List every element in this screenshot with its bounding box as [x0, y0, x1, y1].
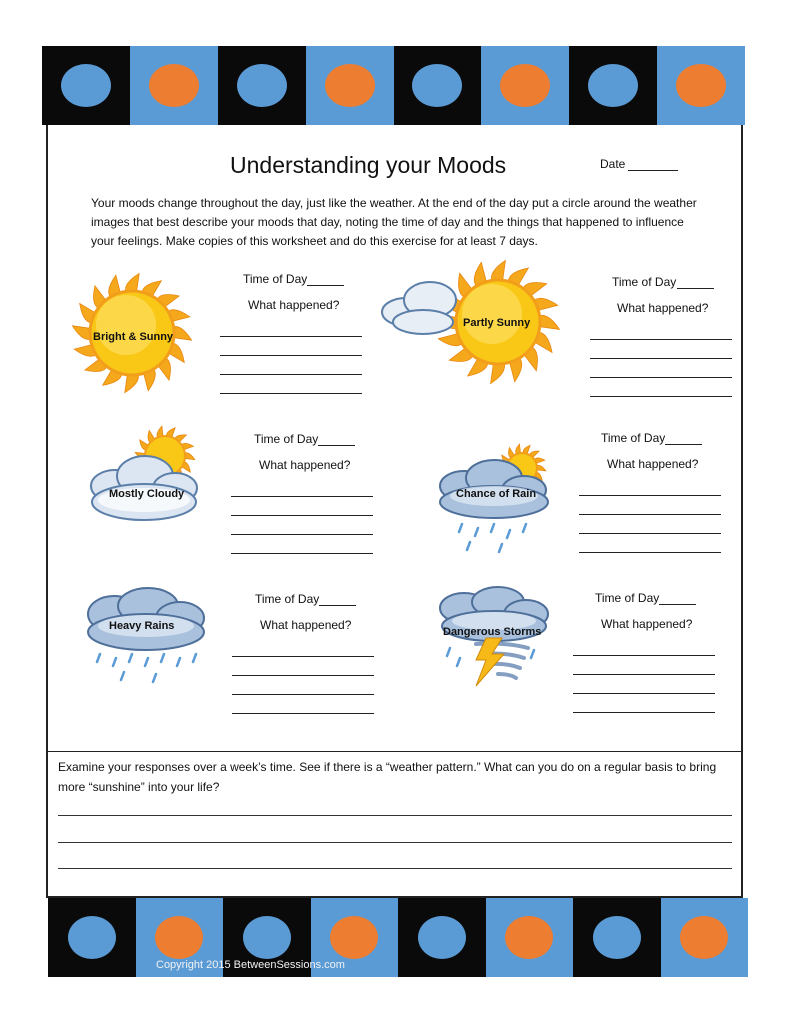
copyright-text: Copyright 2015 BetweenSessions.com — [156, 959, 345, 971]
border-tile — [130, 46, 218, 125]
what-happened-label: What happened? — [617, 301, 709, 315]
blue-circle-icon — [593, 916, 641, 959]
orange-circle-icon — [149, 64, 199, 107]
reflection-answer-line — [58, 868, 732, 869]
dangerous-storms-image — [436, 588, 551, 693]
time-of-day-label: Time of Day — [595, 591, 660, 605]
answer-line — [573, 693, 715, 694]
time-of-day-line — [677, 288, 714, 289]
weather-label-heavy-rains: Heavy Rains — [109, 620, 175, 632]
blue-circle-icon — [418, 916, 466, 959]
orange-circle-icon — [676, 64, 726, 107]
answer-line — [590, 377, 732, 378]
orange-circle-icon — [155, 916, 203, 959]
reflection-question: Examine your responses over a week’s time. See if there is a “weather pattern.” What can you do on a regular basis to bring more “sunshine” into your life? — [58, 760, 717, 794]
time-of-day-line — [319, 605, 356, 606]
answer-line — [579, 533, 721, 534]
orange-circle-icon — [500, 64, 550, 107]
border-tile — [48, 898, 136, 977]
what-happened-label: What happened? — [260, 618, 352, 632]
partly-sunny-image — [378, 252, 573, 392]
answer-line — [220, 336, 362, 337]
border-tile — [569, 46, 657, 125]
blue-circle-icon — [243, 916, 291, 959]
border-tile — [573, 898, 661, 977]
answer-line — [573, 655, 715, 656]
reflection-answer-line — [58, 815, 732, 816]
answer-line — [573, 674, 715, 675]
blue-circle-icon — [588, 64, 638, 107]
time-of-day-label: Time of Day — [255, 592, 320, 606]
weather-label-partly-sunny: Partly Sunny — [463, 317, 531, 329]
orange-circle-icon — [680, 916, 728, 959]
date-field-line — [628, 170, 678, 171]
blue-circle-icon — [412, 64, 462, 107]
instructions-text: Your moods change throughout the day, just like the weather. At the end of the day put a circle around the weather images that best describe your moods that day, noting the time of day and the things that happened to influence your feelings. Make copies of this worksheet and do this exercise for at least 7 days. — [91, 196, 697, 248]
answer-line — [579, 514, 721, 515]
storm-icon — [436, 588, 551, 693]
answer-line — [232, 675, 374, 676]
section-divider — [46, 751, 743, 752]
border-tile — [657, 46, 745, 125]
border-tile — [306, 46, 394, 125]
answer-line — [579, 552, 721, 553]
answer-line — [232, 656, 374, 657]
heavy-rain-icon — [80, 586, 210, 686]
time-of-day-line — [318, 445, 355, 446]
what-happened-label: What happened? — [248, 298, 340, 312]
reflection-answer-line — [58, 842, 732, 843]
time-of-day-line — [307, 285, 344, 286]
time-of-day-label: Time of Day — [254, 432, 319, 446]
time-of-day-line — [665, 444, 702, 445]
cloud-sun-icon — [80, 424, 210, 532]
answer-line — [232, 694, 374, 695]
page-title: Understanding your Moods — [230, 152, 507, 178]
border-tile — [394, 46, 482, 125]
answer-line — [220, 355, 362, 356]
answer-line — [590, 358, 732, 359]
answer-line — [573, 712, 715, 713]
bottom-border-band — [48, 898, 748, 977]
weather-label-mostly-cloudy: Mostly Cloudy — [109, 488, 185, 500]
answer-line — [231, 515, 373, 516]
mostly-cloudy-image — [80, 424, 210, 532]
weather-label-dangerous-storms: Dangerous Storms — [443, 626, 542, 638]
bright-sunny-image — [62, 266, 202, 401]
answer-line — [231, 553, 373, 554]
answer-line — [231, 496, 373, 497]
date-label: Date — [600, 157, 626, 171]
weather-label-chance-of-rain: Chance of Rain — [456, 488, 537, 500]
border-tile — [42, 46, 130, 125]
orange-circle-icon — [325, 64, 375, 107]
time-of-day-label: Time of Day — [612, 275, 677, 289]
orange-circle-icon — [505, 916, 553, 959]
time-of-day-label: Time of Day — [243, 272, 308, 286]
orange-circle-icon — [330, 916, 378, 959]
blue-circle-icon — [68, 916, 116, 959]
time-of-day-label: Time of Day — [601, 431, 666, 445]
time-of-day-line — [659, 604, 696, 605]
answer-line — [231, 534, 373, 535]
heavy-rains-image — [80, 586, 210, 686]
weather-label-bright-sunny: Bright & Sunny — [93, 331, 174, 343]
top-border-band — [42, 46, 745, 125]
answer-line — [220, 393, 362, 394]
chance-of-rain-image — [434, 448, 554, 558]
answer-line — [579, 495, 721, 496]
answer-line — [232, 713, 374, 714]
border-tile — [661, 898, 749, 977]
border-tile — [486, 898, 574, 977]
blue-circle-icon — [237, 64, 287, 107]
what-happened-label: What happened? — [601, 617, 693, 631]
answer-line — [590, 339, 732, 340]
light-rain-icon — [434, 448, 554, 558]
what-happened-label: What happened? — [259, 458, 351, 472]
answer-line — [590, 396, 732, 397]
answer-line — [220, 374, 362, 375]
what-happened-label: What happened? — [607, 457, 699, 471]
border-tile — [218, 46, 306, 125]
border-tile — [481, 46, 569, 125]
blue-circle-icon — [61, 64, 111, 107]
border-tile — [398, 898, 486, 977]
